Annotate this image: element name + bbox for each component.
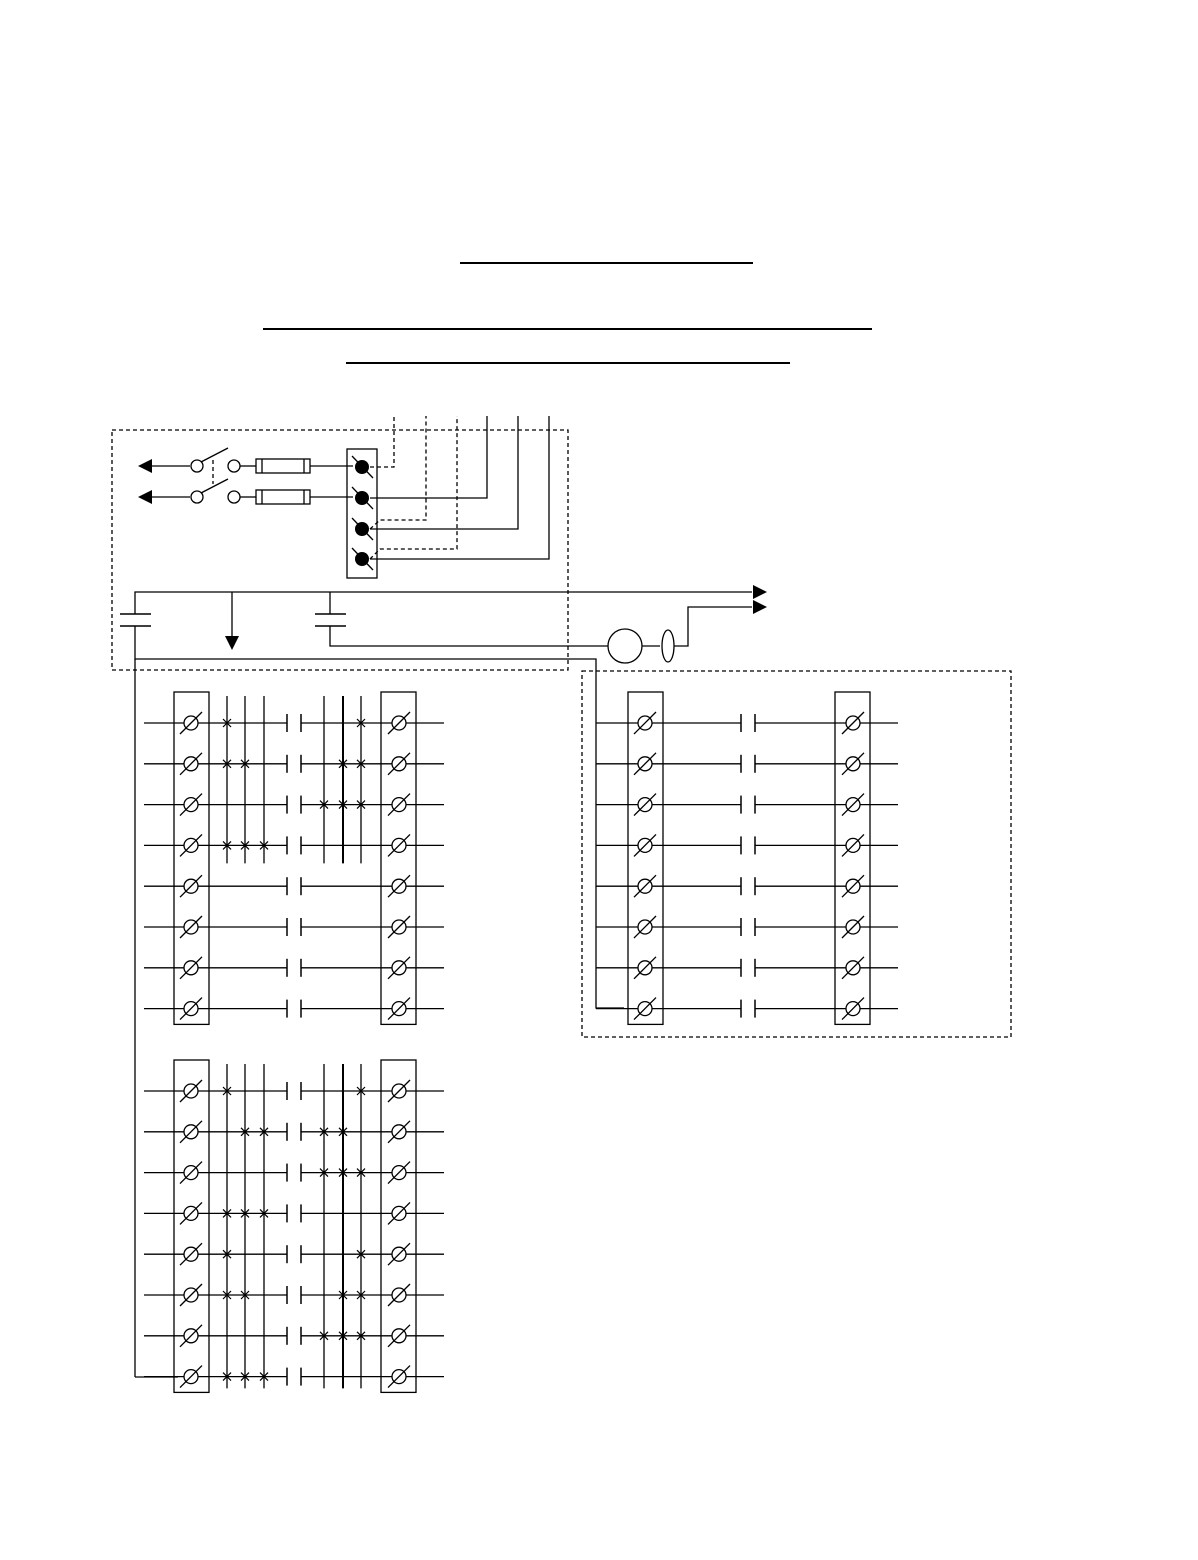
left-group-1-row-5-gap: [287, 877, 301, 895]
left-group-1-row-8-gap: [287, 1000, 301, 1018]
right-group-row-1-gap: [741, 714, 755, 732]
right-group-row-3-gap: [741, 796, 755, 814]
meter-circle: [608, 629, 642, 663]
left-group-1-row-1-gap: [287, 714, 301, 732]
left-group-1-row-6-gap: [287, 918, 301, 936]
capacitor-2-lead: [330, 626, 608, 646]
right-group-row-6-gap: [741, 918, 755, 936]
switch-line-2-arrow: [138, 490, 152, 504]
left-group-2-row-3-gap: [287, 1164, 301, 1182]
external-lead-2: [370, 416, 487, 498]
switch-line-1-arrow: [138, 459, 152, 473]
switch-line-2-contact-b: [228, 491, 240, 503]
left-group-2-row-8-gap: [287, 1368, 301, 1386]
output-arrow-1: [753, 585, 767, 599]
right-group-row-5-gap: [741, 877, 755, 895]
left-group-2-row-4-gap: [287, 1204, 301, 1222]
external-lead-4: [370, 416, 518, 529]
external-lead-6: [370, 416, 549, 559]
switch-line-1-contact-b: [228, 460, 240, 472]
drop-arrow: [225, 636, 239, 650]
external-lead-3: [370, 416, 426, 529]
left-group-2-row-6-gap: [287, 1286, 301, 1304]
right-group-row-4-gap: [741, 836, 755, 854]
left-group-2-row-5-gap: [287, 1245, 301, 1263]
left-group-1-row-7-gap: [287, 959, 301, 977]
left-group-1-row-2-gap: [287, 755, 301, 773]
external-lead-5: [370, 416, 457, 559]
switch-line-2-blade: [201, 479, 228, 493]
output-bus-2: [674, 607, 752, 646]
left-group-2-row-2-gap: [287, 1123, 301, 1141]
right-group-row-8-gap: [741, 1000, 755, 1018]
external-lead-1: [370, 416, 394, 467]
switch-line-1-blade: [201, 448, 228, 462]
left-group-2-row-7-gap: [287, 1327, 301, 1345]
meter-coil: [662, 630, 674, 662]
left-group-1-row-3-gap: [287, 796, 301, 814]
output-bus-1: [135, 592, 752, 614]
left-group-2-row-1-gap: [287, 1082, 301, 1100]
fuse-1: [256, 459, 310, 473]
fuse-2: [256, 490, 310, 504]
right-group-row-2-gap: [741, 755, 755, 773]
left-group-1-row-4-gap: [287, 836, 301, 854]
right-group-row-7-gap: [741, 959, 755, 977]
right-group-enclosure: [582, 671, 1011, 1037]
output-arrow-2: [753, 600, 767, 614]
